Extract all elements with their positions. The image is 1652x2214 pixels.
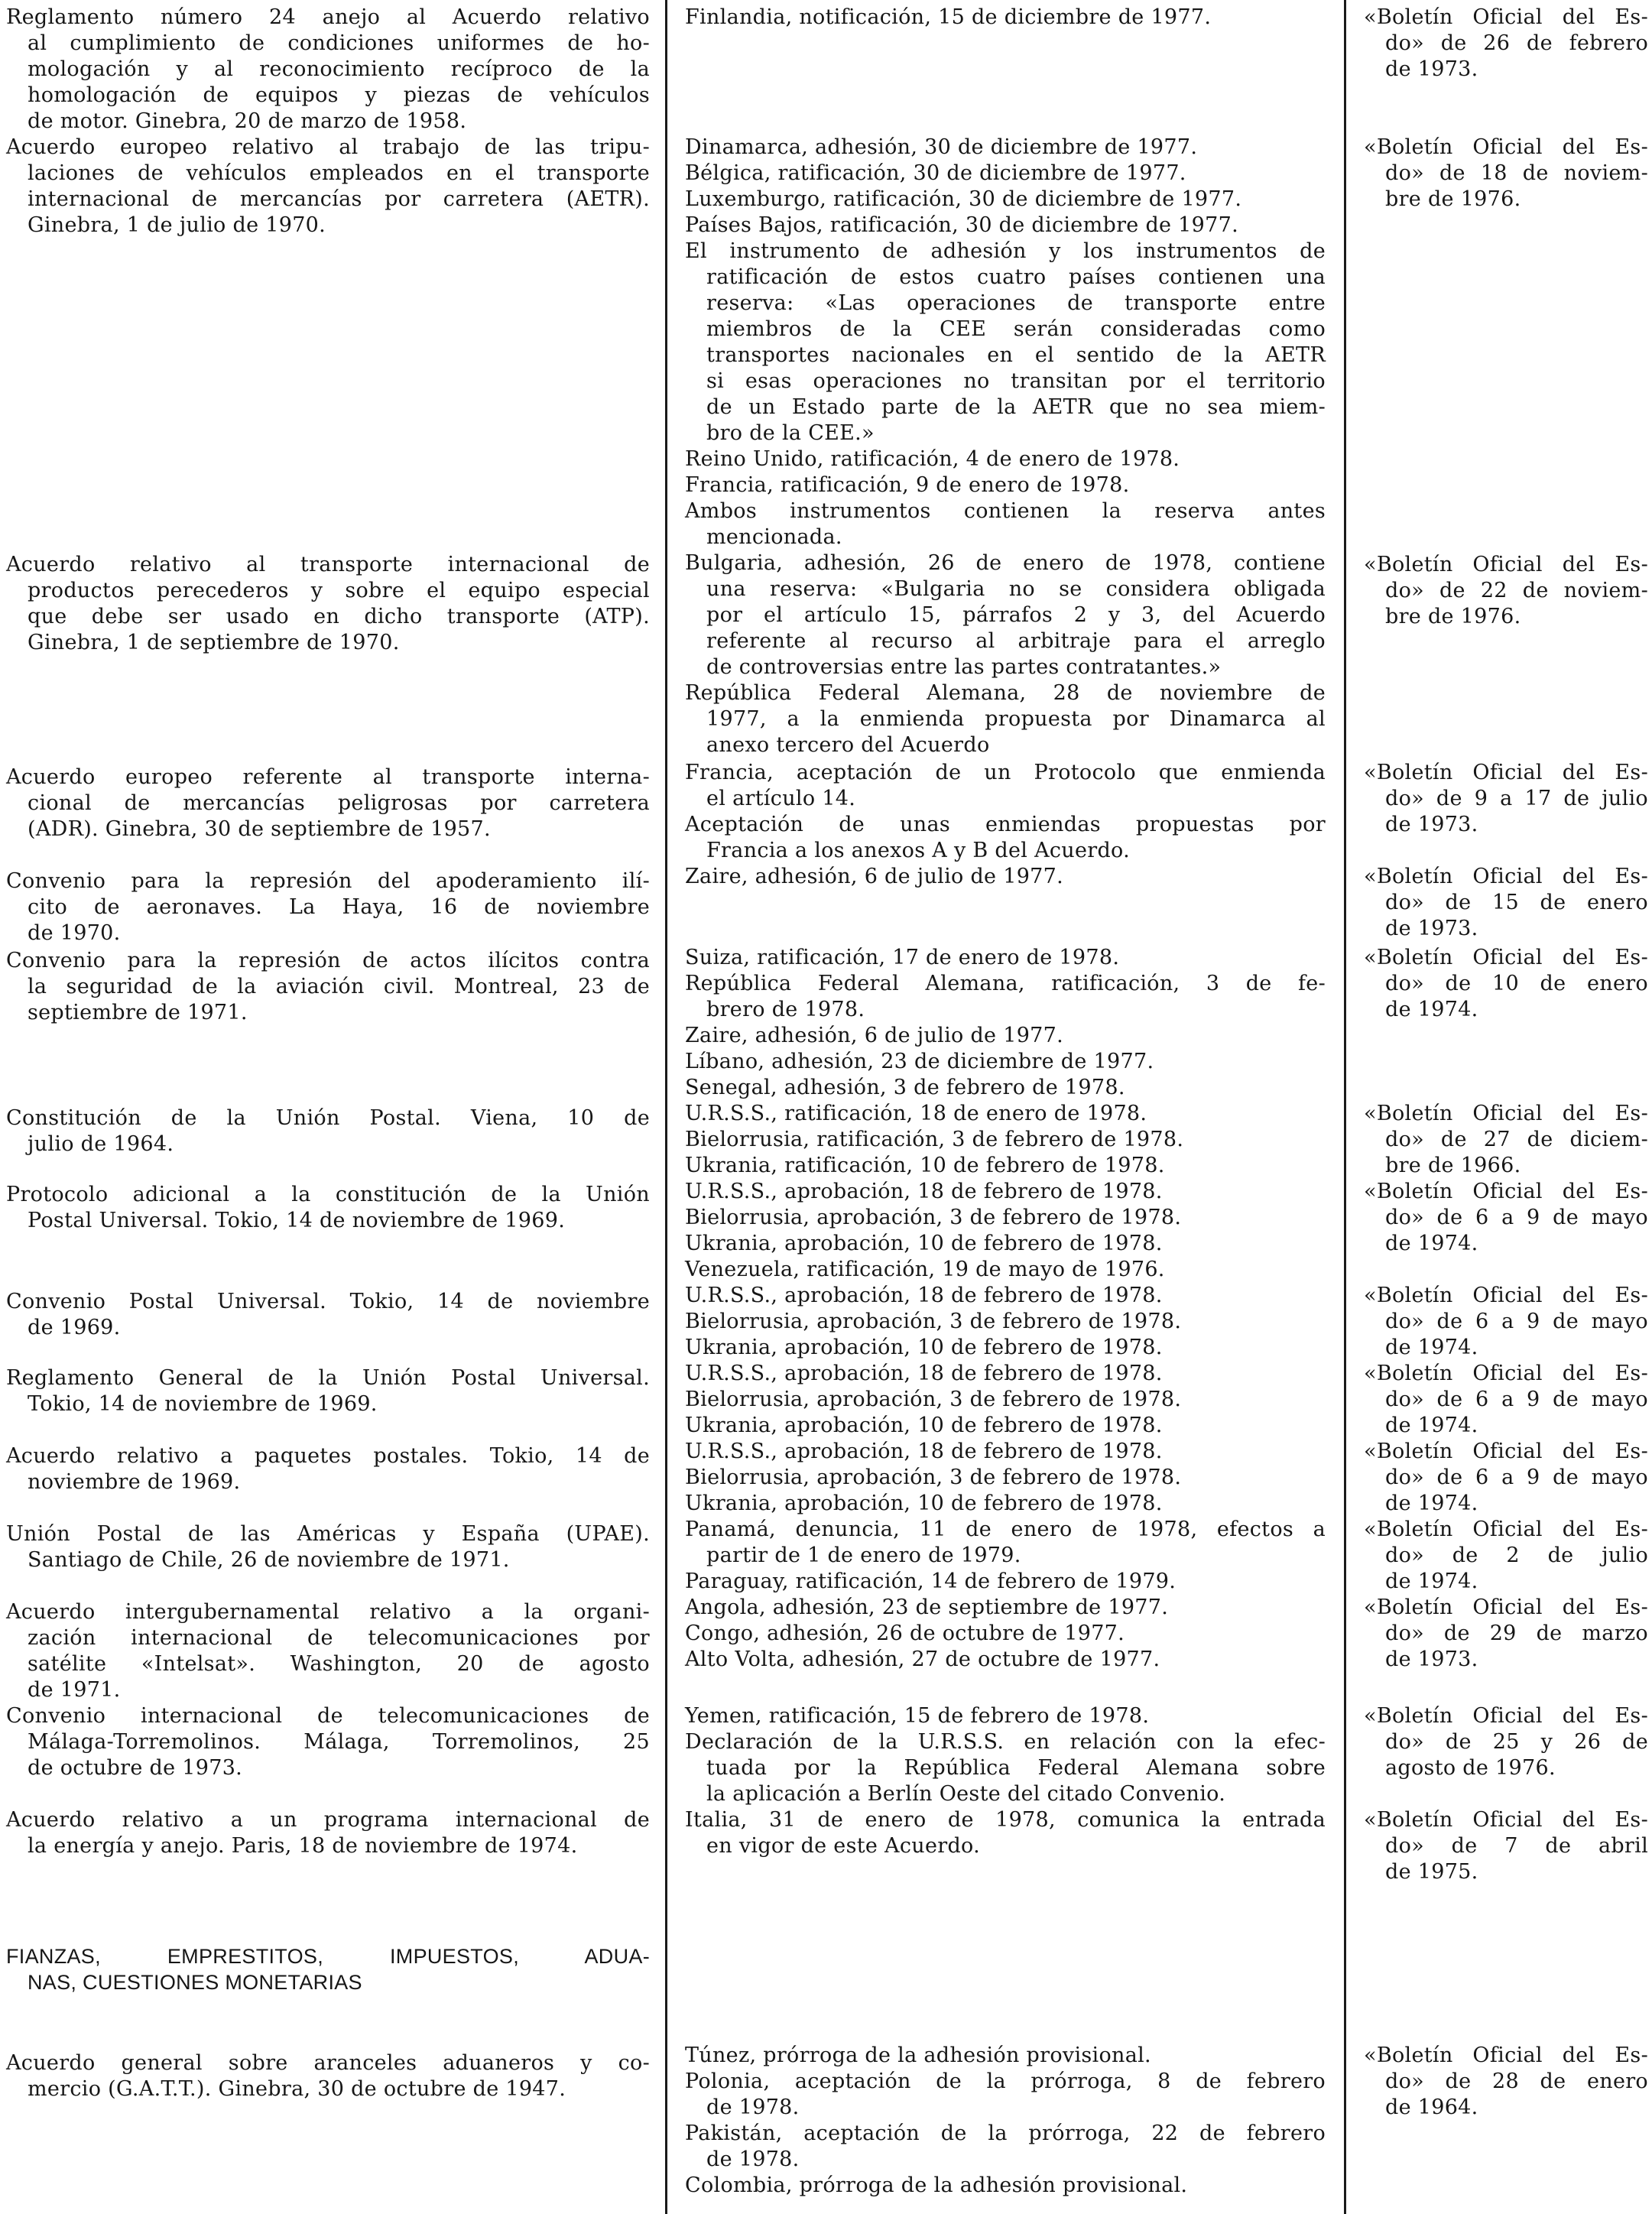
text-line: Bélgica, ratificación, 30 de diciembre de 1977. xyxy=(685,161,1186,185)
text-line: bro de la CEE.» xyxy=(706,421,875,445)
action-entry xyxy=(685,1023,1326,1049)
treaty-entry xyxy=(6,1807,650,1859)
text-line: Túnez, prórroga de la adhesión provisional. xyxy=(685,2044,1151,2067)
text-line: Declaración de la U.R.S.S. en relación con la efec- xyxy=(685,1730,1326,1754)
action-entry xyxy=(685,1179,1326,1205)
text-line: Paraguay, ratificación, 14 de febrero de 1979. xyxy=(685,1570,1177,1593)
text-line: Suiza, ratificación, 17 de enero de 1978. xyxy=(685,946,1120,969)
text-line: satélite «Intelsat». Washington, 20 de agosto xyxy=(28,1652,650,1676)
text-line: Postal Universal. Tokio, 14 de noviembre de 1969. xyxy=(28,1209,566,1232)
action-entry xyxy=(685,2069,1326,2121)
text-line: Países Bajos, ratificación, 30 de diciembre de 1977. xyxy=(685,213,1238,237)
text-line: Francia a los anexos A y B del Acuerdo. xyxy=(706,839,1131,862)
text-line: si esas operaciones no transitan por el territorio xyxy=(706,369,1326,393)
treaty-entry xyxy=(6,868,650,946)
text-line: do» de 26 de febrero xyxy=(1385,31,1648,55)
publication-ref xyxy=(1364,1283,1648,1361)
treaty-entry xyxy=(6,135,650,239)
text-line: «Boletín Oficial del Es- xyxy=(1364,1102,1648,1125)
text-line: Acuerdo relativo al transporte internacional de xyxy=(6,553,650,576)
text-line: Bielorrusia, aprobación, 3 de febrero de 1978. xyxy=(685,1388,1182,1411)
text-line: de motor. Ginebra, 20 de marzo de 1958. xyxy=(28,109,467,133)
text-line: Congo, adhesión, 26 de octubre de 1977. xyxy=(685,1622,1125,1645)
text-line: 1977, a la enmienda propuesta por Dinamarca al xyxy=(706,707,1326,731)
text-line: Acuerdo relativo a un programa internacional de xyxy=(6,1808,650,1832)
publication-ref xyxy=(1364,5,1648,83)
action-entry xyxy=(685,1361,1326,1387)
text-line: reserva: «Las operaciones de transporte entre xyxy=(706,291,1326,315)
text-line: Francia, ratificación, 9 de enero de 1978. xyxy=(685,473,1130,497)
action-entry xyxy=(685,498,1326,550)
text-line: agosto de 1976. xyxy=(1385,1756,1556,1780)
text-line: do» de 22 de noviem- xyxy=(1385,579,1648,602)
text-line: Líbano, adhesión, 23 de diciembre de 1977. xyxy=(685,1050,1154,1073)
publication-ref xyxy=(1364,864,1648,942)
text-line: «Boletín Oficial del Es- xyxy=(1364,1596,1648,1619)
text-line: de 1974. xyxy=(1385,1336,1478,1359)
action-entry xyxy=(685,1621,1326,1647)
text-line: Ukrania, aprobación, 10 de febrero de 1978. xyxy=(685,1492,1163,1515)
text-line: Finlandia, notificación, 15 de diciembre de 1977. xyxy=(685,5,1212,29)
publication-ref xyxy=(1364,945,1648,1023)
text-line: julio de 1964. xyxy=(28,1132,174,1156)
section-heading xyxy=(6,1943,650,1995)
action-entry xyxy=(685,864,1326,890)
action-entry xyxy=(685,1703,1326,1729)
action-entry xyxy=(685,1647,1326,1673)
text-line: «Boletín Oficial del Es- xyxy=(1364,2044,1648,2067)
text-line: República Federal Alemana, 28 de noviembre de xyxy=(685,681,1326,705)
text-line: «Boletín Oficial del Es- xyxy=(1364,1704,1648,1728)
text-line: Bulgaria, adhesión, 26 de enero de 1978, contiene xyxy=(685,551,1326,575)
text-line: do» de 6 a 9 de mayo xyxy=(1385,1206,1648,1229)
text-line: Senegal, adhesión, 3 de febrero de 1978. xyxy=(685,1076,1125,1099)
treaty-entry xyxy=(6,1105,650,1157)
text-line: Ukrania, aprobación, 10 de febrero de 1978. xyxy=(685,1232,1163,1255)
action-entry xyxy=(685,1465,1326,1491)
action-entry xyxy=(685,1413,1326,1439)
text-line: do» de 6 a 9 de mayo xyxy=(1385,1388,1648,1411)
text-line: «Boletín Oficial del Es- xyxy=(1364,1362,1648,1385)
text-line: Acuerdo relativo a paquetes postales. Tokio, 14 de xyxy=(6,1444,650,1468)
text-line: Santiago de Chile, 26 de noviembre de 1971. xyxy=(28,1548,510,1572)
text-line: de 1973. xyxy=(1385,1648,1478,1671)
text-line: Convenio para la represión de actos ilícitos contra xyxy=(6,949,650,972)
text-line: mencionada. xyxy=(706,525,842,549)
text-line: noviembre de 1969. xyxy=(28,1470,241,1494)
text-line: de 1964. xyxy=(1385,2096,1478,2119)
text-line: Dinamarca, adhesión, 30 de diciembre de 1977. xyxy=(685,135,1198,159)
action-entry xyxy=(685,135,1326,161)
text-line: U.R.S.S., aprobación, 18 de febrero de 1978. xyxy=(685,1284,1163,1307)
action-entry xyxy=(685,1387,1326,1413)
action-entry xyxy=(685,161,1326,187)
text-line: septiembre de 1971. xyxy=(28,1001,248,1024)
action-entry xyxy=(685,213,1326,239)
text-line: de 1978. xyxy=(706,2096,800,2119)
text-line: en vigor de este Acuerdo. xyxy=(706,1834,980,1858)
text-line: U.R.S.S., aprobación, 18 de febrero de 1978. xyxy=(685,1362,1163,1385)
publication-ref xyxy=(1364,1361,1648,1439)
column-divider-right xyxy=(1344,0,1346,2214)
text-line: ratificación de estos cuatro países contienen una xyxy=(706,265,1326,289)
text-line: bre de 1976. xyxy=(1385,605,1521,628)
text-line: «Boletín Oficial del Es- xyxy=(1364,1180,1648,1203)
text-line: Ukrania, aprobación, 10 de febrero de 1978. xyxy=(685,1414,1163,1437)
text-line: miembros de la CEE serán consideradas como xyxy=(706,317,1326,341)
text-line: cional de mercancías peligrosas por carretera xyxy=(28,791,650,815)
treaty-entry xyxy=(6,1521,650,1573)
text-line: de 1973. xyxy=(1385,917,1478,940)
action-entry xyxy=(685,1309,1326,1335)
publication-ref xyxy=(1364,760,1648,838)
text-line: de 1974. xyxy=(1385,998,1478,1021)
action-entry xyxy=(685,550,1326,680)
text-line: Ginebra, 1 de septiembre de 1970. xyxy=(28,631,400,654)
treaty-entry xyxy=(6,1443,650,1495)
text-line: Acuerdo europeo referente al transporte interna- xyxy=(6,765,650,789)
text-line: de 1978. xyxy=(706,2147,800,2171)
action-entry xyxy=(685,1439,1326,1465)
text-line: de 1974. xyxy=(1385,1232,1478,1255)
text-line: U.R.S.S., ratificación, 18 de enero de 1978. xyxy=(685,1102,1147,1125)
text-line: do» de 6 a 9 de mayo xyxy=(1385,1310,1648,1333)
text-line: Zaire, adhesión, 6 de julio de 1977. xyxy=(685,865,1064,888)
text-line: bre de 1966. xyxy=(1385,1154,1521,1177)
text-line: partir de 1 de enero de 1979. xyxy=(706,1544,1021,1567)
text-line: Acuerdo intergubernamental relativo a la organi- xyxy=(6,1600,650,1624)
text-line: «Boletín Oficial del Es- xyxy=(1364,135,1648,159)
action-entry xyxy=(685,1807,1326,1859)
action-entry xyxy=(685,1127,1326,1153)
treaty-entry xyxy=(6,1289,650,1341)
text-line: Ginebra, 1 de julio de 1970. xyxy=(28,213,326,237)
text-line: «Boletín Oficial del Es- xyxy=(1364,1808,1648,1832)
text-line: U.R.S.S., aprobación, 18 de febrero de 1978. xyxy=(685,1440,1163,1463)
text-line: do» de 27 de diciem- xyxy=(1385,1128,1648,1151)
text-line: Yemen, ratificación, 15 de febrero de 1978. xyxy=(685,1704,1150,1728)
text-line: Venezuela, ratificación, 19 de mayo de 1976. xyxy=(685,1258,1165,1281)
action-entry xyxy=(685,1283,1326,1309)
text-line: productos perecederos y sobre el equipo especial xyxy=(28,579,650,602)
action-entry xyxy=(685,1049,1326,1075)
treaty-entry xyxy=(6,1182,650,1234)
text-line: Bielorrusia, ratificación, 3 de febrero de 1978. xyxy=(685,1128,1184,1151)
text-line: do» de 10 de enero xyxy=(1385,972,1648,995)
action-entry xyxy=(685,2043,1326,2069)
text-line: do» de 7 de abril xyxy=(1385,1834,1648,1858)
text-line: (ADR). Ginebra, 30 de septiembre de 1957. xyxy=(28,817,491,841)
heading-line: NAS, CUESTIONES MONETARIAS xyxy=(28,1971,362,1994)
publication-ref xyxy=(1364,1439,1648,1517)
text-line: Italia, 31 de enero de 1978, comunica la entrada xyxy=(685,1808,1326,1832)
text-line: «Boletín Oficial del Es- xyxy=(1364,1284,1648,1307)
action-entry xyxy=(685,1335,1326,1361)
text-line: Málaga-Torremolinos. Málaga, Torremolinos, 25 xyxy=(28,1730,650,1754)
text-line: Convenio internacional de telecomunicaciones de xyxy=(6,1704,650,1728)
text-line: El instrumento de adhesión y los instrumentos de xyxy=(685,239,1326,263)
treaty-entry xyxy=(6,1599,650,1703)
text-line: Luxemburgo, ratificación, 30 de diciembre de 1977. xyxy=(685,187,1242,211)
heading-line: FIANZAS, EMPRESTITOS, IMPUESTOS, ADUA- xyxy=(6,1945,650,1968)
action-entry xyxy=(685,1257,1326,1283)
text-line: una reserva: «Bulgaria no se considera obligada xyxy=(706,577,1326,601)
text-line: «Boletín Oficial del Es- xyxy=(1364,946,1648,969)
text-line: de 1975. xyxy=(1385,1860,1478,1884)
treaty-entry xyxy=(6,765,650,842)
action-entry xyxy=(685,945,1326,971)
publication-ref xyxy=(1364,1807,1648,1885)
publication-ref xyxy=(1364,1595,1648,1673)
action-entry xyxy=(685,2121,1326,2173)
text-line: el artículo 14. xyxy=(706,787,856,810)
text-line: Reglamento General de la Unión Postal Universal. xyxy=(6,1366,650,1390)
text-line: cito de aeronaves. La Haya, 16 de noviembre xyxy=(28,895,650,919)
action-entry xyxy=(685,680,1326,758)
text-line: do» de 28 de enero xyxy=(1385,2070,1648,2093)
text-line: mologación y al reconocimiento recíproco de la xyxy=(28,57,650,81)
text-line: Alto Volta, adhesión, 27 de octubre de 1977. xyxy=(685,1648,1160,1671)
text-line: la aplicación a Berlín Oeste del citado Convenio. xyxy=(706,1782,1226,1806)
text-line: de 1971. xyxy=(28,1678,121,1702)
action-entry xyxy=(685,2173,1326,2199)
text-line: transportes nacionales en el sentido de la AETR xyxy=(706,343,1326,367)
text-line: do» de 25 y 26 de xyxy=(1385,1730,1648,1754)
text-line: laciones de vehículos empleados en el transporte xyxy=(28,161,650,185)
text-line: de 1970. xyxy=(28,921,121,945)
publication-ref xyxy=(1364,552,1648,630)
text-line: de 1973. xyxy=(1385,813,1478,836)
action-entry xyxy=(685,1205,1326,1231)
action-entry xyxy=(685,1153,1326,1179)
text-line: «Boletín Oficial del Es- xyxy=(1364,761,1648,784)
text-line: Reino Unido, ratificación, 4 de enero de 1978. xyxy=(685,447,1180,471)
text-line: Zaire, adhesión, 6 de julio de 1977. xyxy=(685,1024,1064,1047)
publication-ref xyxy=(1364,135,1648,213)
action-entry xyxy=(685,187,1326,213)
text-line: do» de 15 de enero xyxy=(1385,891,1648,914)
text-line: do» de 2 de julio xyxy=(1385,1544,1648,1567)
text-line: «Boletín Oficial del Es- xyxy=(1364,1518,1648,1541)
action-entry xyxy=(685,971,1326,1023)
text-line: do» de 18 de noviem- xyxy=(1385,161,1648,185)
column-divider-left xyxy=(665,0,667,2214)
text-line: de controversias entre las partes contratantes.» xyxy=(706,655,1222,679)
text-line: Tokio, 14 de noviembre de 1969. xyxy=(28,1392,378,1416)
text-line: «Boletín Oficial del Es- xyxy=(1364,5,1648,29)
text-line: Protocolo adicional a la constitución de la Unión xyxy=(6,1183,650,1206)
text-line: «Boletín Oficial del Es- xyxy=(1364,865,1648,888)
text-line: la energía y anejo. Paris, 18 de noviembre de 1974. xyxy=(28,1834,578,1858)
text-line: que debe ser usado en dicho transporte (ATP). xyxy=(28,605,650,628)
text-line: Ukrania, ratificación, 10 de febrero de 1978. xyxy=(685,1154,1165,1177)
text-line: Pakistán, aceptación de la prórroga, 22 de febrero xyxy=(685,2121,1326,2145)
text-line: Bielorrusia, aprobación, 3 de febrero de 1978. xyxy=(685,1206,1182,1229)
text-line: Reglamento número 24 anejo al Acuerdo relativo xyxy=(6,5,650,29)
action-entry xyxy=(685,760,1326,812)
publication-ref xyxy=(1364,1517,1648,1595)
text-line: U.R.S.S., aprobación, 18 de febrero de 1978. xyxy=(685,1180,1163,1203)
treaty-entry xyxy=(6,2050,650,2102)
text-line: Francia, aceptación de un Protocolo que enmienda xyxy=(685,761,1326,784)
text-line: bre de 1976. xyxy=(1385,187,1521,211)
text-line: mercio (G.A.T.T.). Ginebra, 30 de octubre de 1947. xyxy=(28,2077,566,2101)
text-line: de 1974. xyxy=(1385,1492,1478,1515)
text-line: de octubre de 1973. xyxy=(28,1756,243,1780)
treaty-entry xyxy=(6,5,650,135)
text-line: Bielorrusia, aprobación, 3 de febrero de 1978. xyxy=(685,1466,1182,1489)
text-line: por el artículo 15, párrafos 2 y 3, del Acuerdo xyxy=(706,603,1326,627)
text-line: «Boletín Oficial del Es- xyxy=(1364,553,1648,576)
text-line: Bielorrusia, aprobación, 3 de febrero de 1978. xyxy=(685,1310,1182,1333)
text-line: zación internacional de telecomunicaciones por xyxy=(28,1626,650,1650)
text-line: do» de 9 a 17 de julio xyxy=(1385,787,1648,810)
action-entry xyxy=(685,239,1326,446)
text-line: anexo tercero del Acuerdo xyxy=(706,733,990,757)
text-line: la seguridad de la aviación civil. Montreal, 23 de xyxy=(28,975,650,998)
text-line: «Boletín Oficial del Es- xyxy=(1364,1440,1648,1463)
text-line: Acuerdo europeo relativo al trabajo de las tripu- xyxy=(6,135,650,159)
text-line: Convenio Postal Universal. Tokio, 14 de noviembre xyxy=(6,1290,650,1313)
text-line: de 1973. xyxy=(1385,57,1478,81)
action-entry xyxy=(685,1075,1326,1101)
treaty-entry xyxy=(6,1365,650,1417)
text-line: Panamá, denuncia, 11 de enero de 1978, efectos a xyxy=(685,1518,1326,1541)
text-line: homologación de equipos y piezas de vehículos xyxy=(28,83,650,107)
text-line: Polonia, aceptación de la prórroga, 8 de febrero xyxy=(685,2070,1326,2093)
text-line: de un Estado parte de la AETR que no sea miem- xyxy=(706,395,1326,419)
publication-ref xyxy=(1364,1101,1648,1179)
action-entry xyxy=(685,812,1326,864)
text-line: brero de 1978. xyxy=(706,998,865,1021)
text-line: de 1974. xyxy=(1385,1414,1478,1437)
text-line: Acuerdo general sobre aranceles aduaneros y co- xyxy=(6,2051,650,2075)
action-entry xyxy=(685,1595,1326,1621)
action-entry xyxy=(685,1231,1326,1257)
publication-ref xyxy=(1364,1179,1648,1257)
action-entry xyxy=(685,1569,1326,1595)
action-entry xyxy=(685,1517,1326,1569)
text-line: referente al recurso al arbitraje para el arreglo xyxy=(706,629,1326,653)
text-line: do» de 6 a 9 de mayo xyxy=(1385,1466,1648,1489)
text-line: al cumplimiento de condiciones uniformes de ho- xyxy=(28,31,650,55)
text-line: Aceptación de unas enmiendas propuestas por xyxy=(685,813,1326,836)
text-line: Convenio para la represión del apoderamiento ilí- xyxy=(6,869,650,893)
treaty-entry xyxy=(6,1703,650,1781)
text-line: Unión Postal de las Américas y España (UPAE). xyxy=(6,1522,650,1546)
text-line: Ukrania, aprobación, 10 de febrero de 1978. xyxy=(685,1336,1163,1359)
text-line: Constitución de la Unión Postal. Viena, 10 de xyxy=(6,1106,650,1130)
action-entry xyxy=(685,446,1326,472)
text-line: do» de 29 de marzo xyxy=(1385,1622,1648,1645)
text-line: de 1969. xyxy=(28,1316,121,1339)
text-line: República Federal Alemana, ratificación, 3 de fe- xyxy=(685,972,1326,995)
treaty-entry xyxy=(6,948,650,1026)
text-line: Ambos instrumentos contienen la reserva antes xyxy=(685,499,1326,523)
text-line: de 1974. xyxy=(1385,1570,1478,1593)
action-entry xyxy=(685,1101,1326,1127)
text-line: tuada por la República Federal Alemana sobre xyxy=(706,1756,1326,1780)
action-entry xyxy=(685,1729,1326,1807)
treaty-entry xyxy=(6,552,650,656)
publication-ref xyxy=(1364,1703,1648,1781)
action-entry xyxy=(685,5,1326,31)
publication-ref xyxy=(1364,2043,1648,2121)
text-line: internacional de mercancías por carretera (AETR). xyxy=(28,187,650,211)
text-line: Colombia, prórroga de la adhesión provisional. xyxy=(685,2173,1188,2197)
action-entry xyxy=(685,472,1326,498)
text-line: Angola, adhesión, 23 de septiembre de 1977. xyxy=(685,1596,1169,1619)
action-entry xyxy=(685,1491,1326,1517)
